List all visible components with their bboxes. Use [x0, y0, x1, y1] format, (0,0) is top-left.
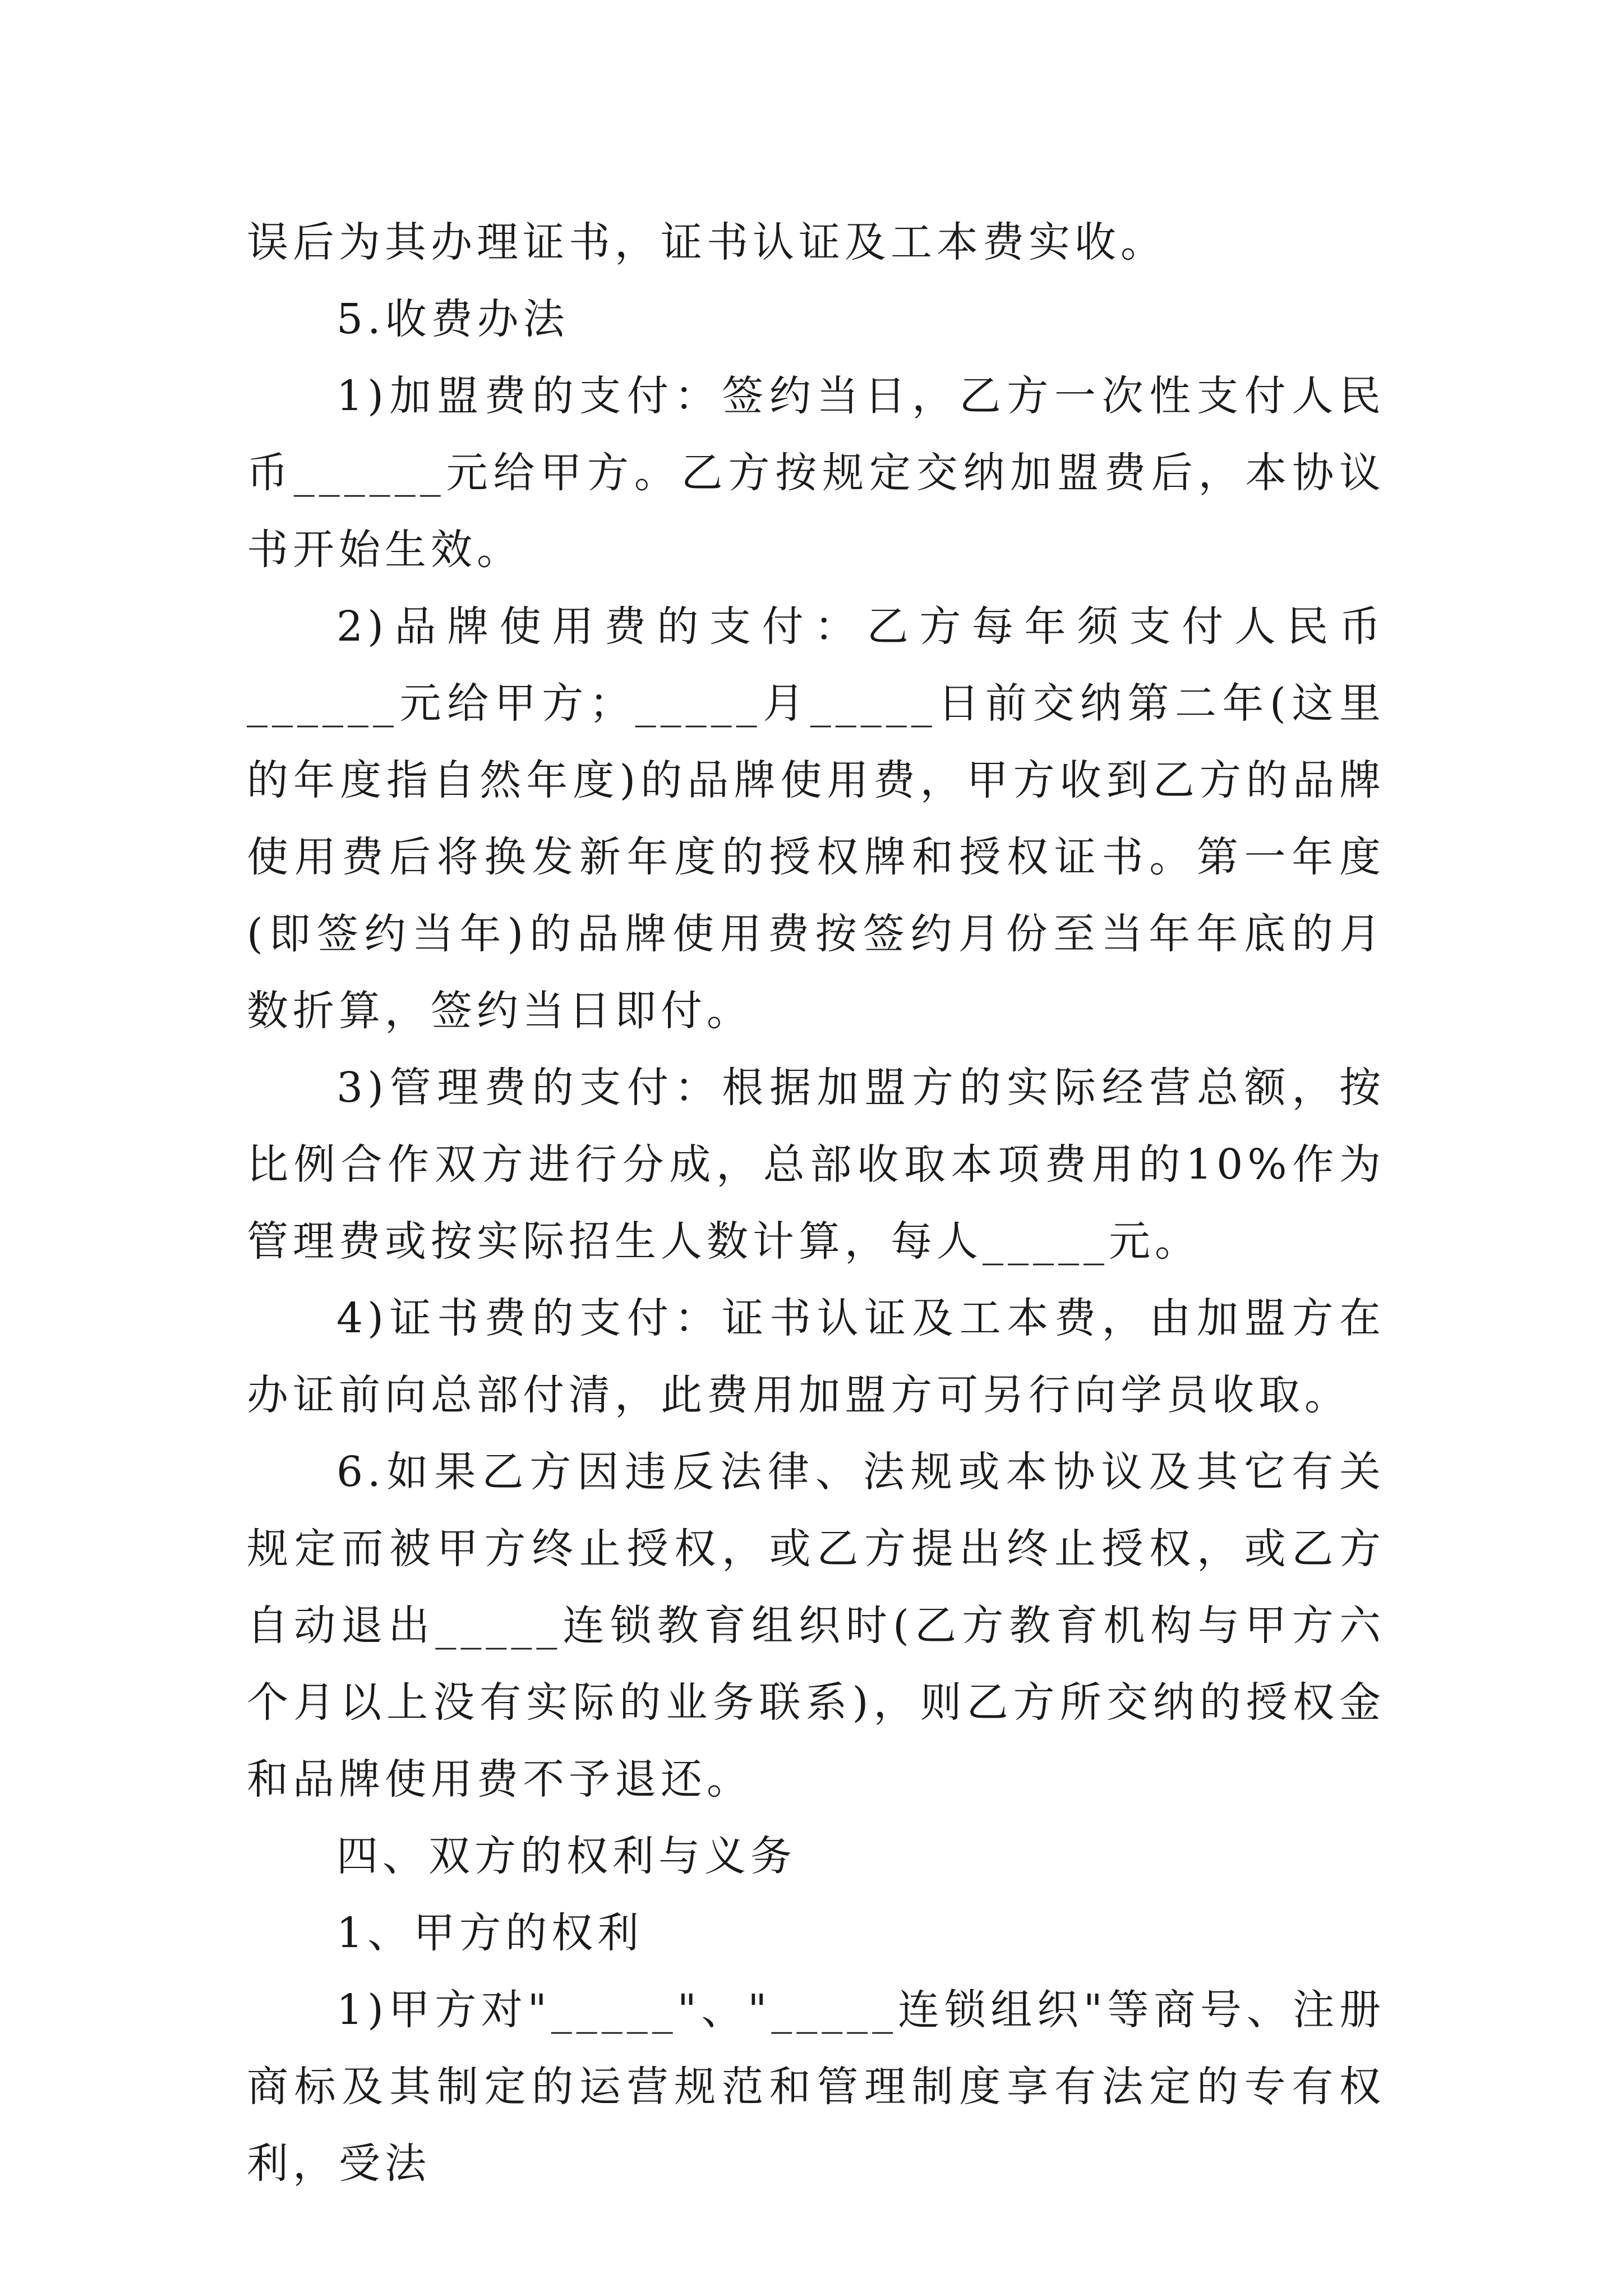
section-heading-rights: 四、双方的权利与义务	[336, 1832, 796, 1880]
document-body	[247, 204, 1385, 2202]
paragraph-termination: 6.如果乙方因违反法律、法规或本协议及其它有关规定而被甲方终止授权，或乙方提出终止授权，或乙方自动退出_____连锁教育组织时(乙方教育机构与甲方六个月以上没有实际的业务联系)，则乙方所交纳的授权金和品牌使用费不予退还。	[247, 1448, 1385, 1803]
paragraph-certificate-fee: 4)证书费的支付：证书认证及工本费，由加盟方在办证前向总部付清，此费用加盟方可另行向学员收取。	[247, 1294, 1385, 1419]
section-heading-fee-method: 5.收费办法	[336, 295, 569, 343]
paragraph-franchise-fee: 1)加盟费的支付：签约当日，乙方一次性支付人民币______元给甲方。乙方按规定交纳加盟费后，本协议书开始生效。	[247, 372, 1385, 574]
subheading-party-a-rights: 1、甲方的权利	[336, 1909, 644, 1957]
paragraph-management-fee: 3)管理费的支付：根据加盟方的实际经营总额，按比例合作双方进行分成，总部收取本项费用的10%作为管理费或按实际招生人数计算，每人_____元。	[247, 1064, 1385, 1266]
paragraph-brand-fee: 2)品牌使用费的支付：乙方每年须支付人民币______元给甲方；_____月_____日前交纳第二年(这里的年度指自然年度)的品牌使用费，甲方收到乙方的品牌使用费后将换发新年度的授权牌和授权证书。第一年度(即签约当年)的品牌使用费按签约月份至当年年底的月数折算，签约当日即付。	[247, 602, 1385, 1035]
paragraph-party-a-right-1: 1)甲方对"_____"、"_____连锁组织"等商号、注册商标及其制定的运营规范和管理制度享有法定的专有权利，受法	[247, 1986, 1385, 2188]
paragraph-continuation: 误后为其办理证书，证书认证及工本费实收。	[247, 218, 1166, 266]
